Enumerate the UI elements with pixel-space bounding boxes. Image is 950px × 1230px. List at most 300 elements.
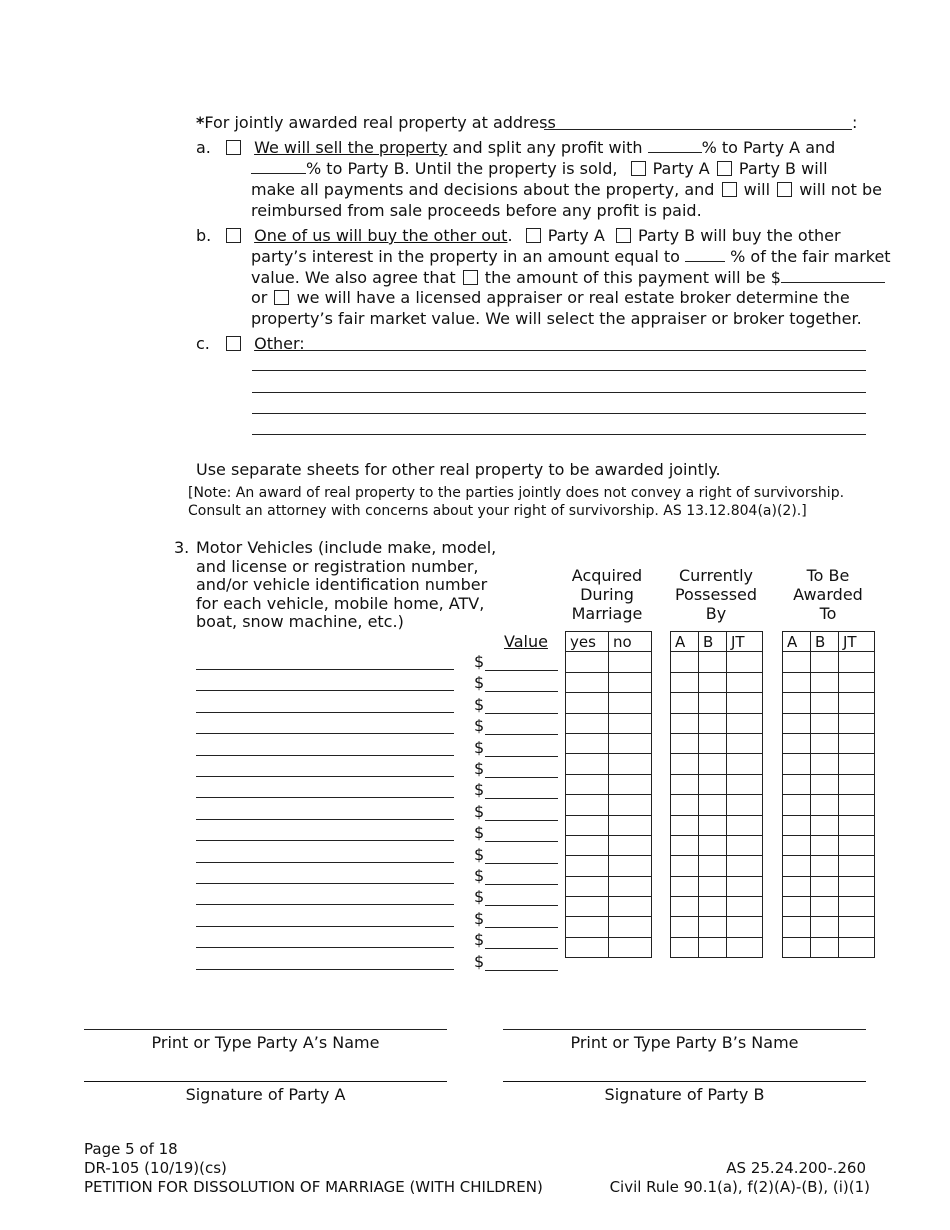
table-row — [783, 754, 875, 774]
buyer-party-a-checkbox[interactable] — [526, 228, 541, 243]
table-row — [783, 733, 875, 753]
dollar-sign: $ — [474, 823, 485, 843]
acquired-cell[interactable] — [566, 693, 609, 713]
possessed-cell[interactable] — [727, 876, 763, 896]
vehicle-description-field[interactable] — [196, 862, 454, 863]
possessed-cell[interactable] — [671, 713, 699, 733]
vehicle-description-field[interactable] — [196, 690, 454, 691]
acquired-cell[interactable] — [609, 693, 652, 713]
table-row — [566, 917, 652, 937]
possessed-cell[interactable] — [727, 795, 763, 815]
table-row — [566, 897, 652, 917]
awarded-cell[interactable] — [839, 876, 875, 896]
party-a-name-label: Print or Type Party A’s Name — [151, 1033, 380, 1052]
appraiser-checkbox[interactable] — [274, 290, 289, 305]
dollar-sign: $ — [474, 759, 485, 778]
vehicles-desc-5: boat, snow machine, etc.) — [196, 612, 404, 631]
option-b-line3 — [251, 268, 885, 287]
acquired-cell[interactable] — [566, 897, 609, 917]
possessed-col-header: B — [699, 632, 727, 652]
table-row — [566, 693, 652, 713]
awarded-cell[interactable] — [839, 897, 875, 917]
table-row — [783, 897, 875, 917]
possessed-cell[interactable] — [727, 897, 763, 917]
dollar-sign: $ — [474, 951, 485, 971]
table-row — [566, 856, 652, 876]
acquired-cell[interactable] — [566, 774, 609, 794]
possessed-cell[interactable] — [671, 937, 699, 957]
value-underline[interactable] — [485, 884, 558, 885]
party-b-name-label: Print or Type Party B’s Name — [570, 1033, 799, 1052]
table-row — [671, 693, 763, 713]
value-underline[interactable] — [485, 734, 558, 735]
option-a-text4: make all payments and decisions about the property, and — [251, 180, 715, 199]
awarded-cell[interactable] — [811, 713, 839, 733]
table-row — [671, 835, 763, 855]
possessed-cell[interactable] — [699, 876, 727, 896]
table-row — [783, 672, 875, 692]
table-row — [783, 795, 875, 815]
awarded-cell[interactable] — [811, 876, 839, 896]
option-b-line4 — [251, 288, 850, 307]
possessed-cell[interactable] — [727, 815, 763, 835]
section-number: 3. — [174, 538, 190, 557]
other-line-1[interactable] — [300, 350, 866, 351]
possessed-cell[interactable] — [671, 652, 699, 672]
option-a-letter: a. — [196, 138, 211, 157]
possessed-cell[interactable] — [699, 856, 727, 876]
vehicle-description-field[interactable] — [196, 840, 454, 841]
acquired-cell[interactable] — [566, 652, 609, 672]
will-checkbox[interactable] — [722, 182, 737, 197]
party-b-name-line[interactable] — [503, 1029, 866, 1030]
value-underline[interactable] — [485, 713, 558, 714]
possessed-cell[interactable] — [699, 815, 727, 835]
possessed-cell[interactable] — [727, 937, 763, 957]
awarded-cell[interactable] — [783, 774, 811, 794]
table-row — [783, 815, 875, 835]
value-field[interactable] — [474, 930, 558, 950]
possessed-cell[interactable] — [671, 774, 699, 794]
footer-rule: Civil Rule 90.1(a), f(2)(A)-(B), (i)(1) — [609, 1178, 870, 1196]
awarded-cell[interactable] — [783, 672, 811, 692]
value-underline[interactable] — [485, 948, 558, 949]
dollar-sign: $ — [474, 844, 485, 864]
possessed-cell[interactable] — [671, 876, 699, 896]
acquired-table — [565, 631, 652, 958]
vehicle-description-field[interactable] — [196, 926, 454, 927]
option-b-text3: % of the fair market — [730, 247, 891, 266]
awarded-cell[interactable] — [811, 754, 839, 774]
table-row — [566, 774, 652, 794]
option-a-line3 — [251, 180, 882, 199]
real-property-intro: *For jointly awarded real property at address — [196, 113, 556, 132]
awarded-cell[interactable] — [811, 672, 839, 692]
awarded-cell[interactable] — [811, 917, 839, 937]
awarded-cell[interactable] — [783, 754, 811, 774]
option-c-line — [226, 334, 305, 353]
possessed-cell[interactable] — [727, 754, 763, 774]
value-field[interactable] — [474, 738, 558, 758]
value-underline[interactable] — [485, 970, 558, 971]
acquired-cell[interactable] — [609, 672, 652, 692]
possessed-cell[interactable] — [727, 835, 763, 855]
value-underline[interactable] — [485, 670, 558, 671]
awarded-cell[interactable] — [839, 774, 875, 794]
option-b-line2 — [251, 247, 891, 266]
awarded-cell[interactable] — [811, 937, 839, 957]
table-row — [566, 876, 652, 896]
value-underline[interactable] — [485, 820, 558, 821]
acquired-cell[interactable] — [566, 754, 609, 774]
footer-statute: AS 25.24.200-.260 — [726, 1159, 866, 1177]
value-underline[interactable] — [485, 777, 558, 778]
possessed-cell[interactable] — [699, 774, 727, 794]
acquired-cell[interactable] — [609, 774, 652, 794]
awarded-cell[interactable] — [839, 652, 875, 672]
buyer-party-b-checkbox[interactable] — [616, 228, 631, 243]
dollar-sign: $ — [474, 908, 485, 928]
awarded-cell[interactable] — [811, 774, 839, 794]
party-b-signature-label: Signature of Party B — [604, 1085, 765, 1104]
awarded-cell[interactable] — [783, 937, 811, 957]
other-line-5[interactable] — [252, 434, 866, 435]
party-b-signature-line[interactable] — [503, 1081, 866, 1082]
possessed-cell[interactable] — [671, 795, 699, 815]
table-row — [671, 856, 763, 876]
awarded-cell[interactable] — [811, 897, 839, 917]
will-label: will — [743, 180, 771, 199]
awarded-cell[interactable] — [783, 815, 811, 835]
dollar-sign: $ — [474, 801, 485, 821]
value-field[interactable] — [474, 780, 558, 800]
possessed-cell[interactable] — [727, 733, 763, 753]
awarded-cell[interactable] — [839, 835, 875, 855]
dollar-sign: $ — [474, 866, 485, 885]
awarded-cell[interactable] — [839, 937, 875, 957]
acquired-cell[interactable] — [566, 856, 609, 876]
possessed-cell[interactable] — [727, 693, 763, 713]
table-row — [783, 917, 875, 937]
possessed-cell[interactable] — [671, 917, 699, 937]
other-line-2[interactable] — [252, 370, 866, 371]
other-line-4[interactable] — [252, 413, 866, 414]
awarded-col-header: JT — [839, 632, 875, 652]
awarded-header-2: Awarded — [793, 585, 863, 604]
option-b-text2: party’s interest in the property in an amount equal to — [251, 247, 680, 266]
acquired-header-2: During — [580, 585, 634, 604]
vehicle-description-field[interactable] — [196, 797, 454, 798]
vehicle-description-field[interactable] — [196, 883, 454, 884]
fair-market-percent-field[interactable] — [685, 247, 725, 262]
possessed-header-1: Currently — [678, 566, 753, 585]
table-row — [783, 713, 875, 733]
option-b-text7: property’s fair market value. We will select the appraiser or broker together. — [251, 309, 862, 328]
party-a-name-line[interactable] — [84, 1029, 447, 1030]
awarded-cell[interactable] — [783, 897, 811, 917]
acquired-header-3: Marriage — [571, 604, 643, 623]
awarded-header-1: To Be — [806, 566, 850, 585]
vehicle-description-field[interactable] — [196, 733, 454, 734]
option-b-checkbox[interactable] — [226, 228, 241, 243]
acquired-cell[interactable] — [609, 754, 652, 774]
table-row — [671, 754, 763, 774]
acquired-col-header: no — [609, 632, 652, 652]
vehicle-description-field[interactable] — [196, 819, 454, 820]
payment-amount-field[interactable] — [781, 268, 885, 283]
value-underline[interactable] — [485, 863, 558, 864]
acquired-cell[interactable] — [609, 917, 652, 937]
acquired-cell[interactable] — [566, 795, 609, 815]
table-row — [671, 795, 763, 815]
vehicles-desc-3: and/or vehicle identification number — [196, 575, 488, 594]
acquired-cell[interactable] — [609, 815, 652, 835]
or-label: or — [251, 288, 268, 307]
possessed-cell[interactable] — [727, 672, 763, 692]
possessed-cell[interactable] — [727, 917, 763, 937]
possessed-cell[interactable] — [699, 754, 727, 774]
awarded-cell[interactable] — [839, 917, 875, 937]
vehicles-desc-1: Motor Vehicles (include make, model, — [196, 538, 497, 557]
acquired-cell[interactable] — [609, 856, 652, 876]
will-not-checkbox[interactable] — [777, 182, 792, 197]
payments-party-b-checkbox[interactable] — [717, 161, 732, 176]
possessed-cell[interactable] — [699, 672, 727, 692]
acquired-cell[interactable] — [609, 713, 652, 733]
table-row — [566, 815, 652, 835]
awarded-cell[interactable] — [783, 917, 811, 937]
awarded-cell[interactable] — [811, 795, 839, 815]
footer-form-number: DR-105 (10/19)(cs) — [84, 1159, 227, 1177]
possessed-header-2: Possessed — [674, 585, 758, 604]
option-a-line1 — [226, 138, 835, 157]
awarded-cell[interactable] — [811, 733, 839, 753]
awarded-cell[interactable] — [811, 693, 839, 713]
awarded-cell[interactable] — [783, 713, 811, 733]
table-row — [783, 856, 875, 876]
party-a-signature-line[interactable] — [84, 1081, 447, 1082]
colon: : — [852, 113, 858, 132]
possessed-cell[interactable] — [699, 937, 727, 957]
vehicle-description-field[interactable] — [196, 755, 454, 756]
table-row — [566, 713, 652, 733]
possessed-cell[interactable] — [699, 835, 727, 855]
acquired-cell[interactable] — [566, 917, 609, 937]
value-underline[interactable] — [485, 756, 558, 757]
dollar-sign: $ — [474, 652, 485, 671]
value-underline[interactable] — [485, 798, 558, 799]
party-b-percent-field[interactable] — [251, 159, 306, 174]
acquired-col-header: yes — [566, 632, 609, 652]
acquired-cell[interactable] — [566, 835, 609, 855]
acquired-cell[interactable] — [609, 795, 652, 815]
possessed-cell[interactable] — [671, 835, 699, 855]
vehicle-description-field[interactable] — [196, 669, 454, 670]
table-row — [566, 795, 652, 815]
value-field[interactable] — [474, 759, 558, 779]
acquired-cell[interactable] — [566, 672, 609, 692]
possessed-cell[interactable] — [727, 652, 763, 672]
separate-sheets-text: Use separate sheets for other real property to be awarded jointly. — [196, 460, 721, 479]
value-field[interactable] — [474, 887, 558, 907]
value-field[interactable] — [474, 845, 558, 865]
awarded-cell[interactable] — [811, 815, 839, 835]
table-row — [783, 937, 875, 957]
address-field[interactable] — [544, 129, 852, 130]
awarded-cell[interactable] — [839, 713, 875, 733]
option-b-line1: One of us will buy the other out. Party A Party B will buy the other — [226, 226, 841, 245]
possessed-cell[interactable] — [699, 693, 727, 713]
possessed-cell[interactable] — [727, 774, 763, 794]
footer-page: Page 5 of 18 — [84, 1140, 178, 1158]
awarded-cell[interactable] — [811, 835, 839, 855]
table-row — [566, 937, 652, 957]
awarded-cell[interactable] — [839, 856, 875, 876]
value-field[interactable] — [474, 695, 558, 715]
value-field[interactable] — [474, 909, 558, 929]
vehicle-description-field[interactable] — [196, 776, 454, 777]
table-row — [671, 937, 763, 957]
table-row — [566, 652, 652, 672]
vehicle-description-field[interactable] — [196, 969, 454, 970]
table-row — [783, 693, 875, 713]
possessed-cell[interactable] — [727, 856, 763, 876]
awarded-cell[interactable] — [783, 876, 811, 896]
possessed-cell[interactable] — [699, 897, 727, 917]
table-row — [783, 652, 875, 672]
acquired-cell[interactable] — [609, 652, 652, 672]
awarded-cell[interactable] — [783, 795, 811, 815]
awarded-cell[interactable] — [839, 672, 875, 692]
table-row — [566, 754, 652, 774]
awarded-cell[interactable] — [811, 652, 839, 672]
dollar-sign: $ — [474, 930, 485, 950]
payment-amount-checkbox[interactable] — [463, 270, 478, 285]
awarded-cell[interactable] — [783, 856, 811, 876]
possessed-cell[interactable] — [727, 713, 763, 733]
value-label: Value — [504, 632, 548, 651]
option-a-text3: % to Party B. Until the property is sold, — [306, 159, 618, 178]
option-a-text1: and split any profit with — [452, 138, 643, 157]
acquired-cell[interactable] — [609, 835, 652, 855]
option-b-text6: we will have a licensed appraiser or real estate broker determine the — [296, 288, 850, 307]
possessed-cell[interactable] — [671, 733, 699, 753]
possessed-cell[interactable] — [671, 693, 699, 713]
awarded-cell[interactable] — [839, 754, 875, 774]
awarded-cell[interactable] — [783, 835, 811, 855]
acquired-cell[interactable] — [566, 815, 609, 835]
table-row — [671, 774, 763, 794]
party-a-percent-field[interactable] — [648, 138, 702, 153]
possessed-header-3: By — [705, 604, 727, 623]
awarded-col-header: A — [783, 632, 811, 652]
table-row — [566, 672, 652, 692]
awarded-cell[interactable] — [783, 693, 811, 713]
acquired-header-1: Acquired — [571, 566, 643, 585]
option-a-checkbox[interactable] — [226, 140, 241, 155]
other-line-3[interactable] — [252, 392, 866, 393]
option-b-text5: the amount of this payment will be $ — [484, 268, 781, 287]
option-c-checkbox[interactable] — [226, 336, 241, 351]
dollar-sign: $ — [474, 694, 485, 714]
option-c-title: Other: — [254, 334, 305, 353]
option-a-line2 — [251, 159, 828, 178]
acquired-header — [562, 566, 652, 623]
value-field[interactable] — [474, 716, 558, 736]
table-row — [671, 876, 763, 896]
awarded-cell[interactable] — [839, 795, 875, 815]
awarded-cell[interactable] — [839, 733, 875, 753]
possessed-cell[interactable] — [671, 815, 699, 835]
value-field[interactable] — [474, 652, 558, 672]
acquired-cell[interactable] — [609, 937, 652, 957]
possessed-col-header: A — [671, 632, 699, 652]
payments-party-a-checkbox[interactable] — [631, 161, 646, 176]
possessed-cell[interactable] — [699, 795, 727, 815]
acquired-cell[interactable] — [566, 937, 609, 957]
acquired-cell[interactable] — [566, 713, 609, 733]
value-underline[interactable] — [485, 927, 558, 928]
awarded-cell[interactable] — [839, 693, 875, 713]
awarded-cell[interactable] — [783, 652, 811, 672]
awarded-cell[interactable] — [811, 856, 839, 876]
acquired-cell[interactable] — [566, 733, 609, 753]
awarded-header-3: To — [819, 604, 837, 623]
vehicles-desc-2: and license or registration number, — [196, 557, 479, 576]
footer-form-title: PETITION FOR DISSOLUTION OF MARRIAGE (WITH CHILDREN) — [84, 1178, 543, 1196]
possessed-cell[interactable] — [699, 733, 727, 753]
value-underline[interactable] — [485, 905, 558, 906]
possessed-cell[interactable] — [699, 713, 727, 733]
value-underline[interactable] — [485, 691, 558, 692]
option-a-text2: % to Party A and — [701, 138, 836, 157]
acquired-cell[interactable] — [609, 733, 652, 753]
table-row — [783, 876, 875, 896]
party-a-signature-label: Signature of Party A — [185, 1085, 346, 1104]
possessed-cell[interactable] — [671, 672, 699, 692]
buyer-party-a-label: Party A — [547, 226, 605, 245]
awarded-table — [782, 631, 875, 958]
value-field[interactable] — [474, 673, 558, 693]
option-b-text4: value. We also agree that — [251, 268, 456, 287]
acquired-cell[interactable] — [566, 876, 609, 896]
vehicle-description-field[interactable] — [196, 904, 454, 905]
dollar-sign: $ — [474, 780, 485, 800]
value-field[interactable] — [474, 866, 558, 886]
possessed-cell[interactable] — [671, 754, 699, 774]
vehicle-description-field[interactable] — [196, 712, 454, 713]
vehicle-description-field[interactable] — [196, 947, 454, 948]
option-a-title: We will sell the property — [254, 138, 448, 157]
value-underline[interactable] — [485, 841, 558, 842]
value-field[interactable] — [474, 952, 558, 972]
possessed-cell[interactable] — [699, 917, 727, 937]
possessed-cell[interactable] — [699, 652, 727, 672]
value-field[interactable] — [474, 802, 558, 822]
acquired-cell[interactable] — [609, 876, 652, 896]
possessed-cell[interactable] — [671, 897, 699, 917]
payments-party-b-label: Party B will — [738, 159, 828, 178]
value-field[interactable] — [474, 823, 558, 843]
table-row — [671, 815, 763, 835]
awarded-cell[interactable] — [839, 815, 875, 835]
possessed-cell[interactable] — [671, 856, 699, 876]
dollar-sign: $ — [474, 673, 485, 693]
table-row — [671, 652, 763, 672]
acquired-cell[interactable] — [609, 897, 652, 917]
awarded-cell[interactable] — [783, 733, 811, 753]
option-b-letter: b. — [196, 226, 212, 245]
